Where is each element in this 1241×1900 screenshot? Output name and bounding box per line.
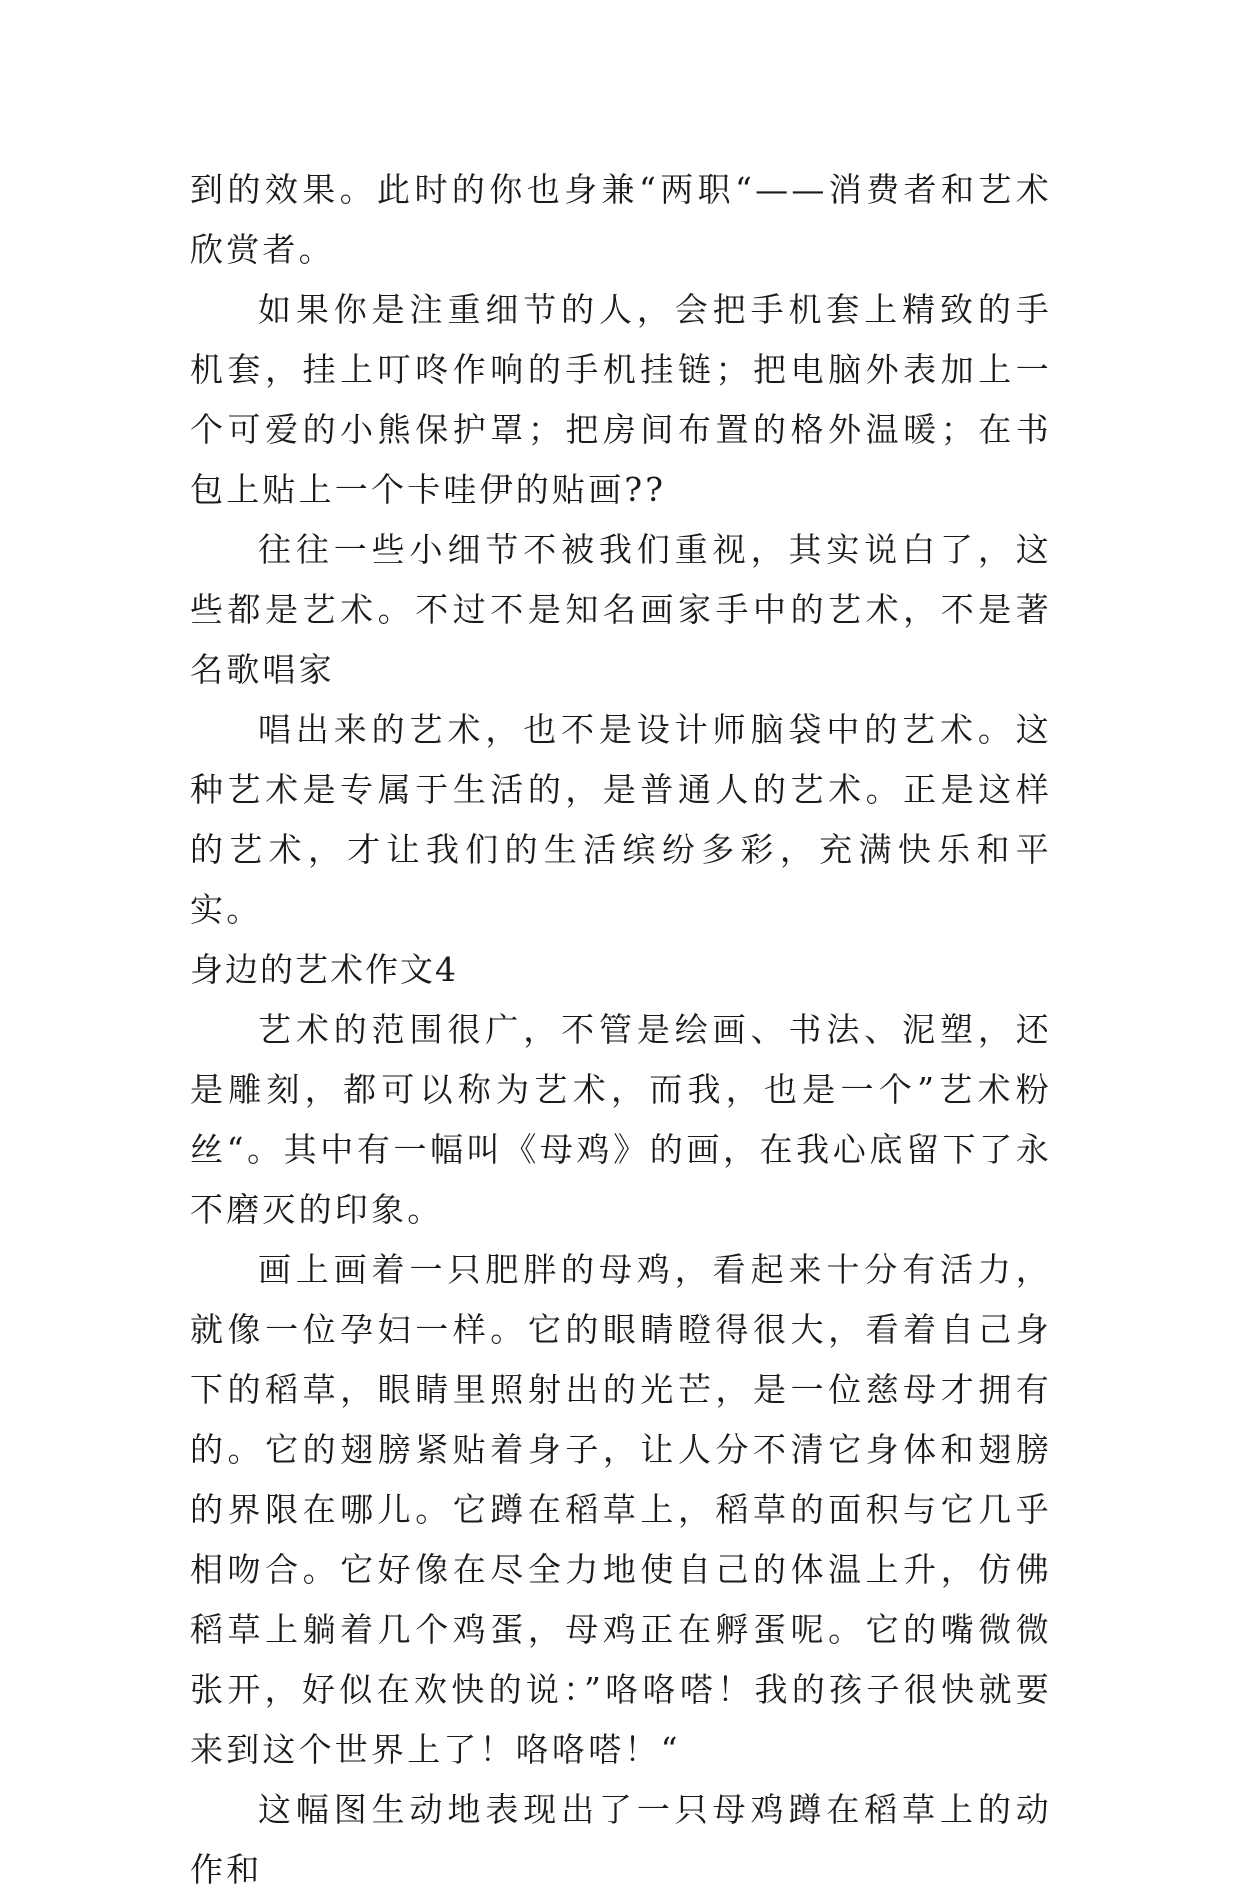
paragraph-4: 唱出来的艺术，也不是设计师脑袋中的艺术。这种艺术是专属于生活的，是普通人的艺术。正是这样的艺术，才让我们的生活缤纷多彩，充满快乐和平实。 <box>190 710 1052 929</box>
section-heading: 身边的艺术作文4 <box>190 950 458 989</box>
paragraph-7: 这幅图生动地表现出了一只母鸡蹲在稻草上的动作和 <box>190 1790 1052 1889</box>
paragraph-3: 往往一些小细节不被我们重视，其实说白了，这些都是艺术。不过不是知名画家手中的艺术，不是著名歌唱家 <box>190 530 1052 689</box>
paragraph-2: 如果你是注重细节的人，会把手机套上精致的手机套，挂上叮咚作响的手机挂链；把电脑外表加上一个可爱的小熊保护罩；把房间布置的格外温暖；在书包上贴上一个卡哇伊的贴画?? <box>190 290 1052 509</box>
paragraph-1: 到的效果。此时的你也身兼“两职“——消费者和艺术欣赏者。 <box>190 170 1052 269</box>
paragraph-6: 画上画着一只肥胖的母鸡，看起来十分有活力，就像一位孕妇一样。它的眼睛瞪得很大，看着自己身下的稻草，眼睛里照射出的光芒，是一位慈母才拥有的。它的翅膀紧贴着身子，让人分不清它身体和翅膀的界限在哪儿。它蹲在稻草上，稻草的面积与它几乎相吻合。它好像在尽全力地使自己的体温上升，仿佛稻草上躺着几个鸡蛋，母鸡正在孵蛋呢。它的嘴微微张开，好似在欢快的说：”咯咯嗒！我的孩子很快就要来到这个世界上了！咯咯嗒！“ <box>190 1250 1052 1769</box>
document-body <box>190 160 1052 1900</box>
paragraph-5: 艺术的范围很广，不管是绘画、书法、泥塑，还是雕刻，都可以称为艺术，而我，也是一个”艺术粉丝“。其中有一幅叫《母鸡》的画，在我心底留下了永不磨灭的印象。 <box>190 1010 1052 1229</box>
